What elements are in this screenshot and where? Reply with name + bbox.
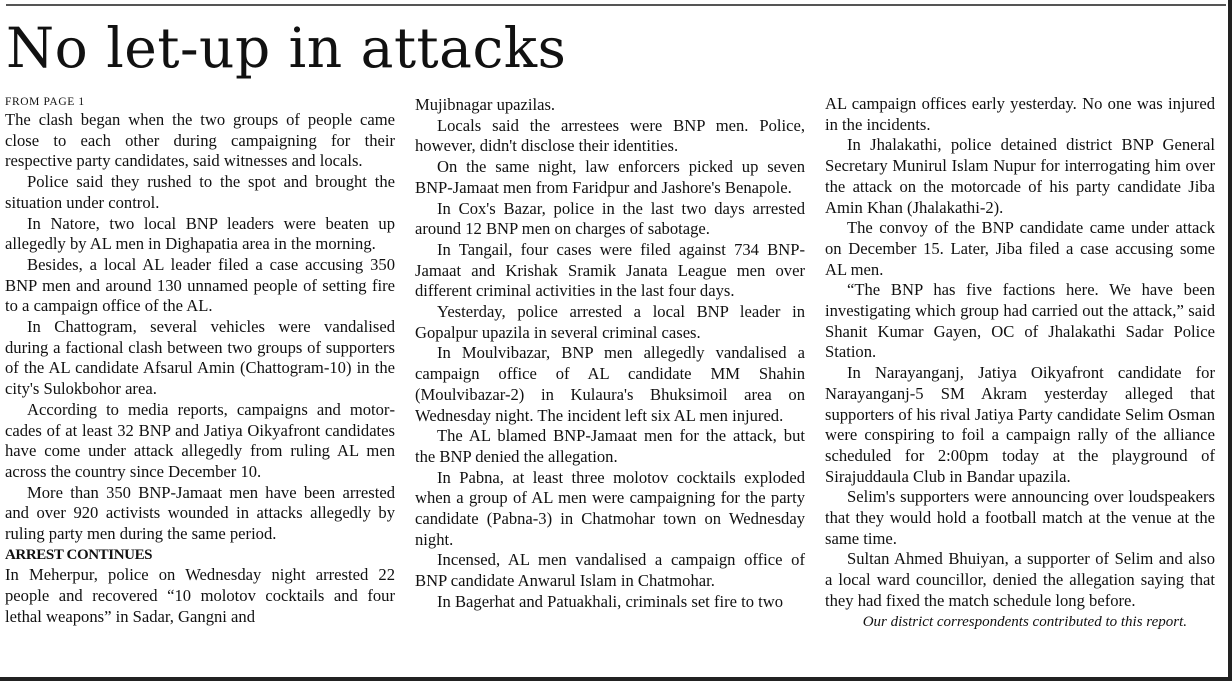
paragraph: The convoy of the BNP candidate came under attack on December 15. Later, Jiba filed a case accusing some AL men. [825,218,1215,279]
article-column-2 [415,95,805,613]
paragraph: Besides, a local AL leader filed a case accusing 350 BNP men and around 130 unnamed people of setting fire to a campaign office of the AL. [5,254,395,316]
bottom-border [0,677,1232,681]
paragraph: In Moulvibazar, BNP men allegedly vandalised a campaign office of AL candidate MM Shahin (Moulvibazar-2) in Kulaura's Bhuksimoil area on Wednesday night. The incident left six AL men injured. [415,343,805,425]
paragraph: On the same night, law enforcers picked up seven BNP-Jamaat men from Faridpur and Jashore's Benapole. [415,157,805,197]
contributor-credit: Our district correspondents contributed to this report. [862,613,1187,630]
paragraph: In Tangail, four cases were filed against 734 BNP-Jamaat and Krishak Sramik Janata League men over different criminal activities in the last four days. [415,239,805,301]
paragraph: The clash began when the two groups of people came close to each other during campaigning for their respective party candidates, said witnesses and locals. [5,110,395,171]
paragraph: Incensed, AL men vandalised a campaign office of BNP candidate Anwarul Islam in Chatmohar. [415,550,805,591]
top-rule [6,4,1226,6]
paragraph: According to media reports, campaigns and motorcades of at least 32 BNP and Jatiya Oikyafront candidates have come under attack allegedly from ruling AL men across the country since December 10. [5,399,395,481]
paragraph: Yesterday, police arrested a local BNP leader in Gopalpur upazila in several criminal cases. [415,302,805,342]
paragraph: In Natore, two local BNP leaders were beaten up allegedly by AL men in Dighapatia area in the morning. [5,213,395,254]
paragraph-continued: Mujibnagar upazilas. [415,95,556,114]
paragraph: “The BNP has five factions here. We have been investigating which group had carried out the attack,” said Shanit Kumar Gayen, OC of Jhalakathi Sadar Police Station. [825,280,1215,362]
paragraph: Selim's supporters were announcing over loudspeakers that they would hold a football match at the venue at the same time. [825,487,1215,548]
headline: No let-up in attacks [6,16,567,80]
paragraph: In Pabna, at least three molotov cocktails exploded when a group of AL men were campaigning for the party candidate (Pabna-3) in Chatmohar town on Wednesday night. [415,467,805,549]
paragraph: Locals said the arrestees were BNP men. Police, however, didn't disclose their identities. [415,115,805,156]
paragraph: In Narayanganj, Jatiya Oikyafront candidate for Narayanganj-5 SM Akram yesterday alleged that supporters of his rival Jatiya Party candidate Selim Osman were conspiring to foil a campaign rally of the alliance scheduled for 2:00pm today at the playground of Sirajuddaula Club in Bandar upazila. [825,363,1215,486]
article-column-1 [5,94,395,628]
subhead: ARREST CONTINUES [5,546,153,563]
paragraph: In Chattogram, several vehicles were vandalised during a factional clash between two groups of supporters of the AL candidate Afsarul Amin (Chattogram-10) in the city's Sulokbohor area. [5,317,395,399]
paragraph: In Meherpur, police on Wednesday night arrested 22 people and recovered “10 molotov cocktails and four lethal weapons” in Sadar, Gangni and [5,565,395,626]
paragraph: Sultan Ahmed Bhuiyan, a supporter of Selim and also a local ward councillor, denied the allegation saying that they had fixed the match schedule long before. [825,549,1215,610]
paragraph: In Jhalakathi, police detained district BNP General Secretary Munirul Islam Nupur for interrogating him over the attack on the motorcade of his party candidate Jiba Amin Khan (Jhalakathi-2). [825,135,1215,217]
paragraph-continued: AL campaign offices early yesterday. No one was injured in the incidents. [825,94,1215,134]
paragraph: The AL blamed BNP-Jamaat men for the attack, but the BNP denied the allegation. [415,426,805,466]
paragraph: In Bagerhat and Patuakhali, criminals set fire to two [437,591,784,611]
right-border [1228,0,1232,681]
article-column-3 [825,94,1215,632]
paragraph: Police said they rushed to the spot and brought the situation under control. [5,172,395,212]
paragraph: In Cox's Bazar, police in the last two days arrested around 12 BNP men on charges of sabotage. [415,198,805,239]
kicker: FROM PAGE 1 [5,96,85,108]
paragraph: More than 350 BNP-Jamaat men have been arrested and over 920 activists wounded in attacks allegedly by ruling party men during the same period. [5,482,395,544]
